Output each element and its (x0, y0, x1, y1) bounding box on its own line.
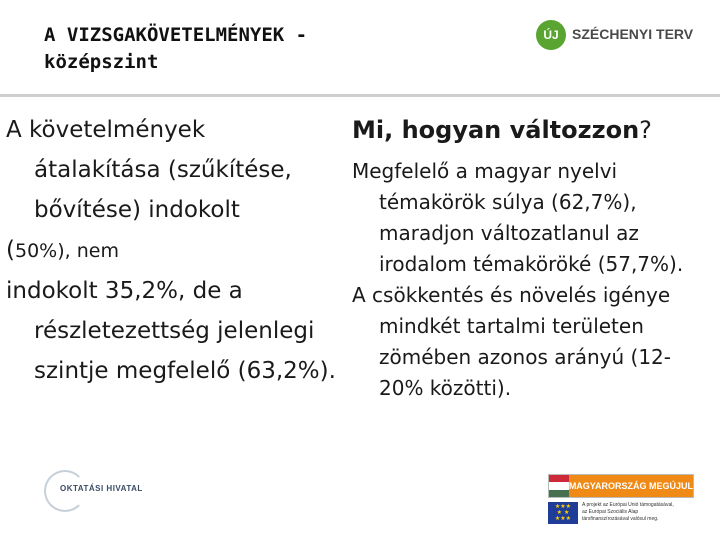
slide-title (44, 22, 307, 76)
eu-funding-notice (548, 502, 698, 532)
magyarorszag-logo-text: MAGYARORSZÁG MEGÚJUL (569, 475, 693, 497)
eu-flag-icon: ★★★ ★ ★ ★★★ (548, 502, 578, 524)
szechenyi-mark-icon: ÚJ (536, 20, 566, 50)
right-paragraph-1: Megfelelő a magyar nyelvi témakörök súlya (62,7%), maradjon változatlanul az irodalom témaköröké (57,7%). (352, 159, 684, 276)
eu-text-line3: társfinanszírozásával valósul meg. (582, 516, 659, 522)
magyarorszag-megujul-logo (548, 474, 694, 498)
slide-title-line1: A VIZSGAKÖVETELMÉNYEK - (44, 24, 308, 46)
right-heading (352, 110, 712, 150)
oktatasi-logo-text: OKTATÁSI HIVATAL (60, 484, 143, 493)
left-paragraph-2 (6, 230, 336, 271)
eu-funding-text (582, 502, 698, 523)
slide-title-line2: középszint (44, 51, 159, 73)
right-heading-bold: Mi, hogyan változzon (352, 116, 640, 144)
left-paren: ( (6, 237, 15, 263)
left-paragraph-1: A követelmények átalakítása (szűkítése, bővítése) indokolt (6, 117, 292, 223)
left-paragraph-3: indokolt 35,2%, de a részletezettség jelenlegi szintje megfelelő (63,2%). (6, 278, 336, 384)
hungarian-flag-icon (549, 475, 569, 497)
right-paragraph-2: A csökkentés és növelés igénye mindkét tartalmi területen zömében azonos arányú (12-20% közötti). (352, 283, 671, 400)
eu-text-line1: A projekt az Európai Unió támogatásával, (582, 502, 674, 508)
eu-text-line2: az Európai Szociális Alap (582, 509, 639, 515)
right-column (352, 156, 712, 404)
left-column (6, 110, 336, 391)
header-divider (0, 94, 720, 97)
szechenyi-terv-logo (536, 20, 696, 50)
szechenyi-logo-text: SZÉCHENYI TERV (572, 26, 694, 42)
oktatasi-hivatal-logo (44, 470, 164, 510)
left-percent-text: 50%), nem (14, 240, 119, 262)
right-heading-qmark: ? (639, 116, 652, 144)
